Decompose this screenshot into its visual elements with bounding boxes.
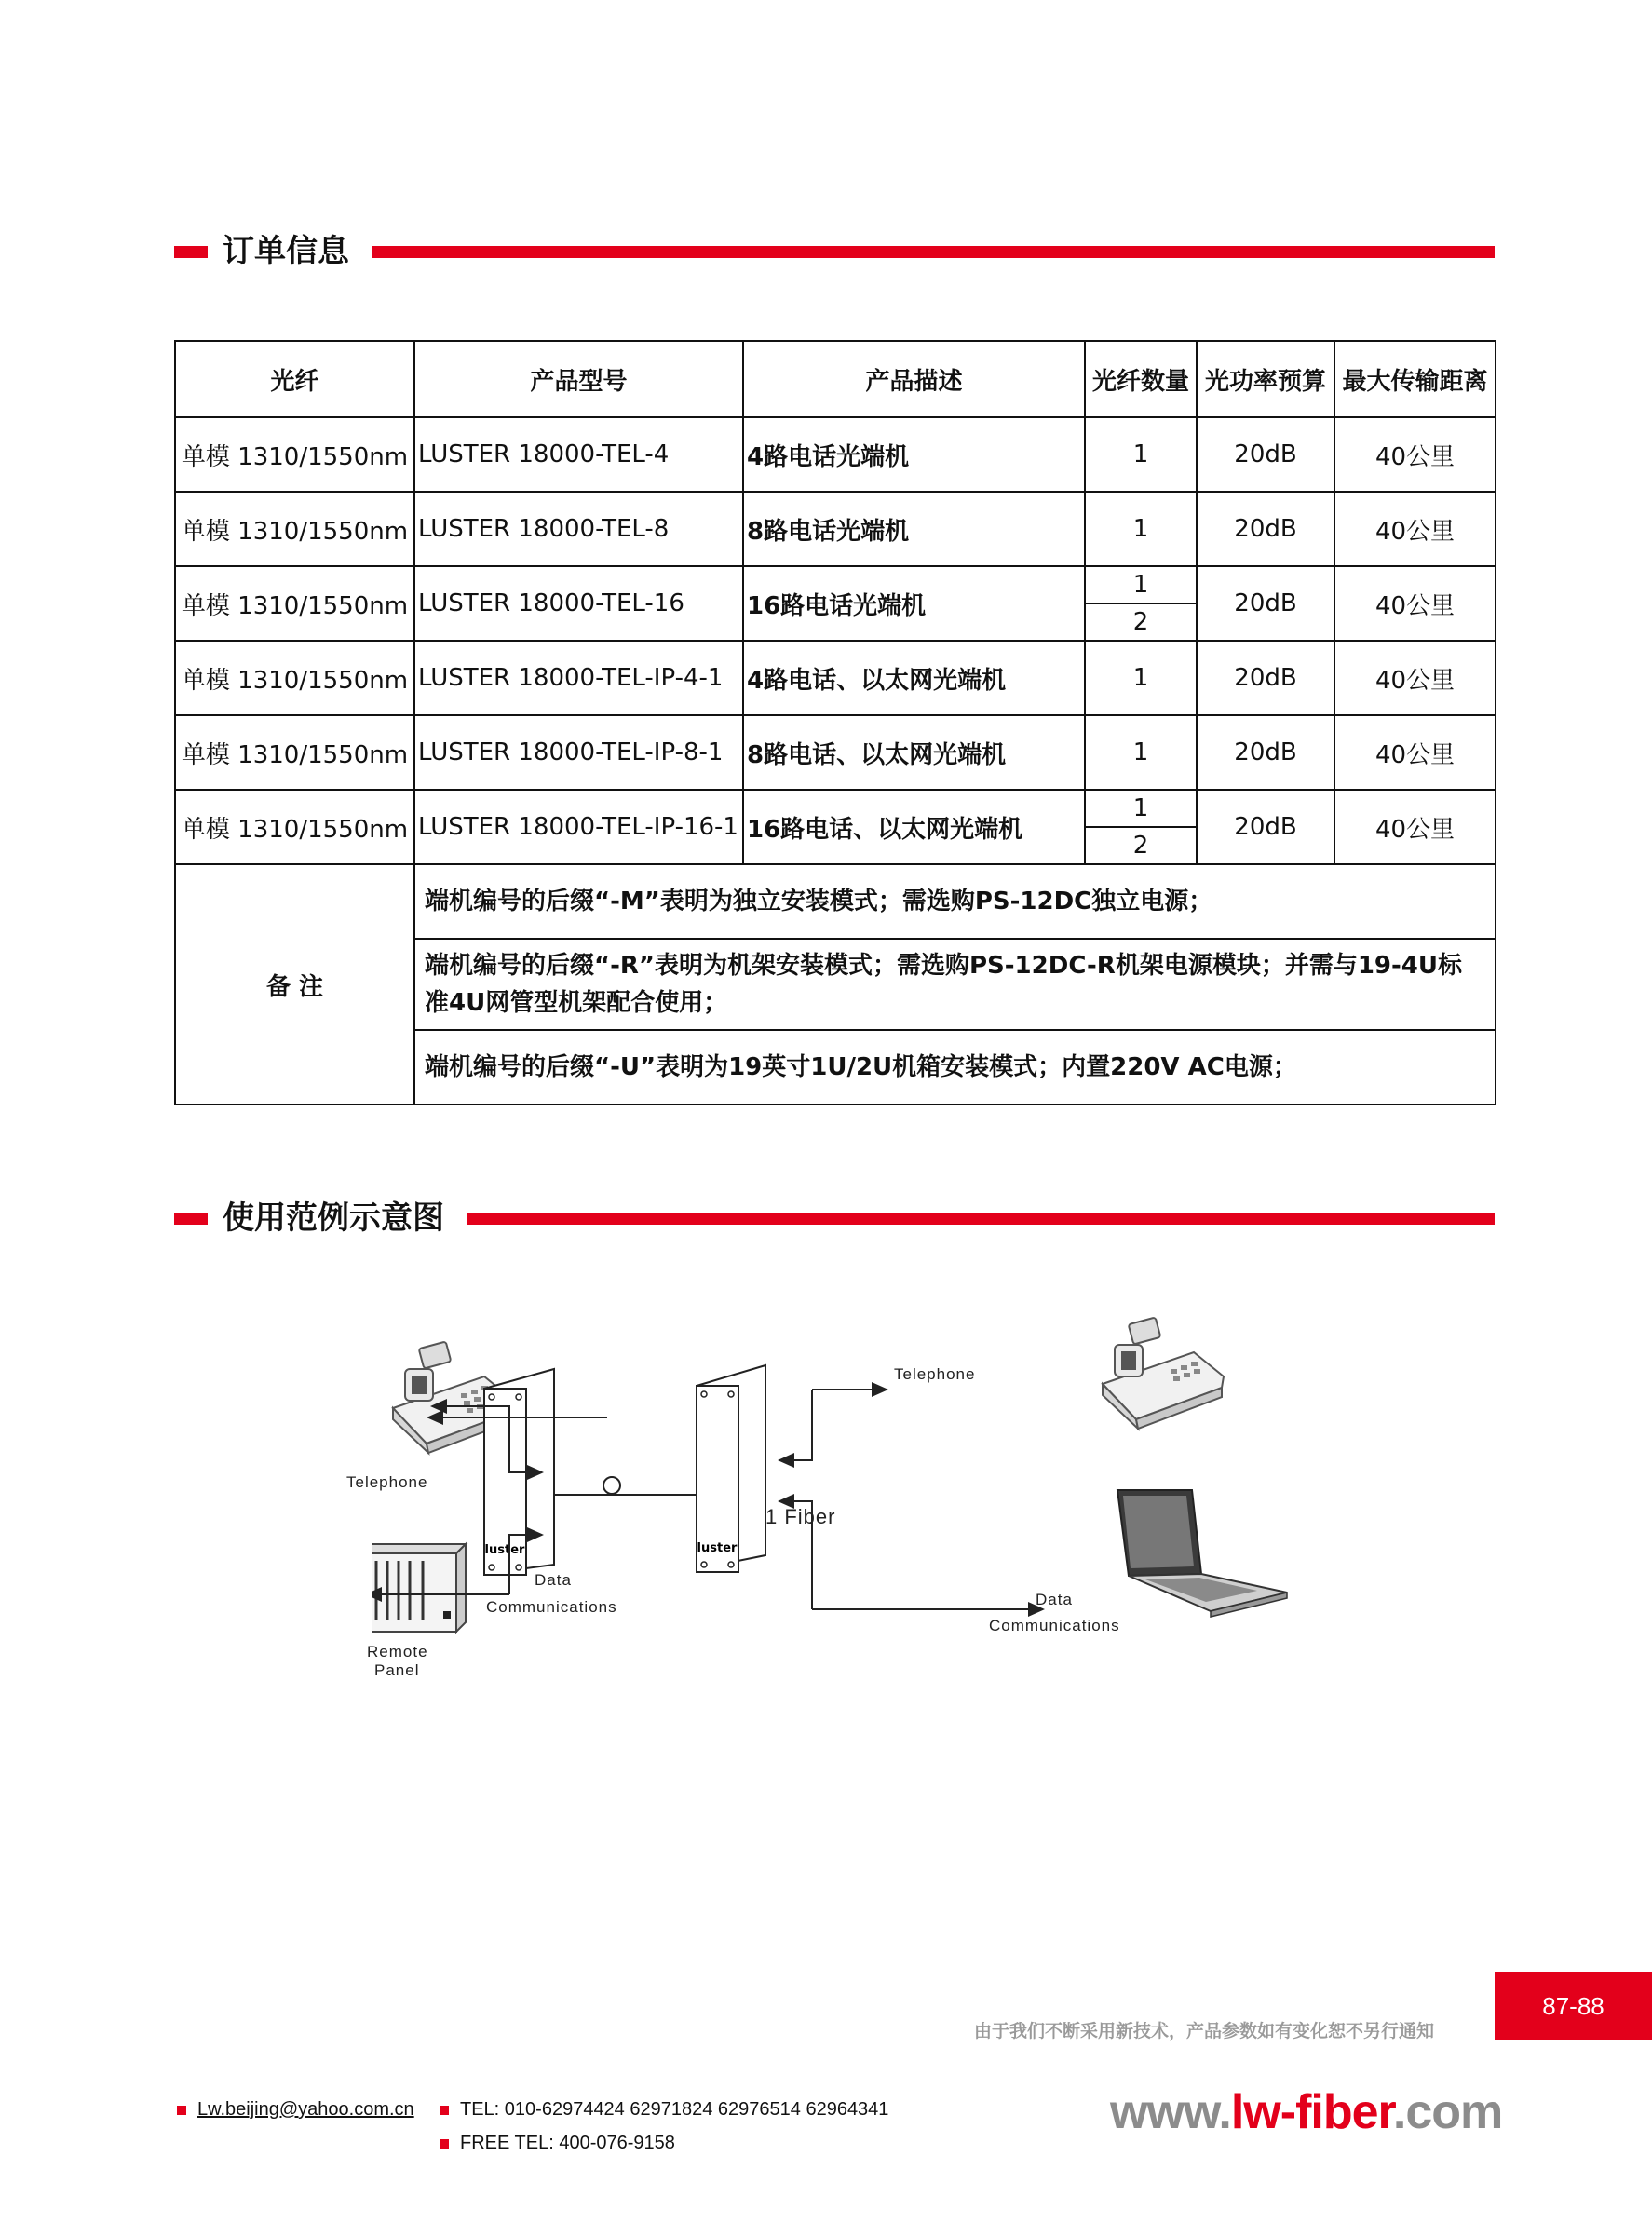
email-link[interactable]: Lw.beijing@yahoo.com.cn (197, 2099, 414, 2120)
contact-email (177, 2099, 414, 2121)
contact-free-tel (440, 2133, 675, 2154)
cell-distance: 40公里 (1334, 417, 1496, 492)
contact-tel (440, 2099, 888, 2121)
cell-description: 4路电话光端机 (743, 417, 1085, 492)
cell-description: 16路电话光端机 (743, 566, 1085, 641)
cell-description: 16路电话、以太网光端机 (743, 790, 1085, 864)
free-tel-text: FREE TEL: 400-076-9158 (460, 2133, 675, 2153)
cell-model: LUSTER 18000-TEL-IP-8-1 (414, 715, 743, 790)
header-fiber-count: 光纤数量 (1085, 341, 1197, 417)
cell-count: 1 (1085, 641, 1197, 715)
table-row (175, 790, 1496, 827)
section-bar-left (174, 1213, 208, 1225)
header-max-distance: 最大传输距离 (1334, 341, 1496, 417)
cell-description: 8路电话光端机 (743, 492, 1085, 566)
cell-distance: 40公里 (1334, 566, 1496, 641)
cell-budget: 20dB (1197, 417, 1334, 492)
cell-count: 1 (1085, 715, 1197, 790)
fiber-link (554, 1477, 697, 1495)
cell-description: 8路电话、以太网光端机 (743, 715, 1085, 790)
cell-count: 1 (1085, 566, 1197, 603)
cell-budget: 20dB (1197, 790, 1334, 864)
order-info-title: 订单信息 (223, 233, 349, 270)
cell-budget: 20dB (1197, 566, 1334, 641)
cell-fiber: 单模 1310/1550nm (175, 417, 414, 492)
section-rule (372, 246, 1495, 258)
cell-fiber: 单模 1310/1550nm (175, 715, 414, 790)
cell-fiber: 单模 1310/1550nm (175, 641, 414, 715)
section-bar-left (174, 246, 208, 258)
header-description: 产品描述 (743, 341, 1085, 417)
label-communications-left: Communications (486, 1598, 617, 1616)
remark-label: 备 注 (175, 864, 414, 1105)
table-header-row (175, 341, 1496, 417)
cell-count: 1 (1085, 417, 1197, 492)
table-row (175, 417, 1496, 492)
usage-diagram (346, 1304, 1304, 1695)
table-row (175, 641, 1496, 715)
cell-fiber: 单模 1310/1550nm (175, 492, 414, 566)
website-logo[interactable] (1110, 2084, 1502, 2140)
label-fiber: 1 Fiber (765, 1505, 836, 1528)
table-row (175, 715, 1496, 790)
site-main: lw-fiber (1230, 2085, 1393, 2139)
laptop-icon (1117, 1490, 1287, 1617)
cell-distance: 40公里 (1334, 641, 1496, 715)
table-row (175, 492, 1496, 566)
diagram-header (174, 1200, 1495, 1237)
label-remote: Remote (367, 1643, 428, 1661)
disclaimer: 由于我们不断采用新技术，产品参数如有变化恕不另行通知 (974, 2021, 1435, 2041)
cell-model: LUSTER 18000-TEL-8 (414, 492, 743, 566)
cell-model: LUSTER 18000-TEL-16 (414, 566, 743, 641)
diagram-title: 使用范例示意图 (223, 1200, 444, 1237)
label-panel: Panel (374, 1661, 420, 1679)
note-u: 端机编号的后缀“-U”表明为19英寸1U/2U机箱安装模式；内置220V AC电源； (414, 1030, 1496, 1105)
header-model: 产品型号 (414, 341, 743, 417)
bullet-icon (440, 2106, 449, 2115)
brand-right: luster (697, 1541, 738, 1555)
cell-fiber: 单模 1310/1550nm (175, 566, 414, 641)
table-row (175, 566, 1496, 603)
cell-count: 1 (1085, 790, 1197, 827)
cell-description: 4路电话、以太网光端机 (743, 641, 1085, 715)
cell-model: LUSTER 18000-TEL-IP-4-1 (414, 641, 743, 715)
cell-budget: 20dB (1197, 715, 1334, 790)
brand-left: luster (484, 1543, 525, 1557)
site-prefix: www. (1110, 2085, 1231, 2139)
bullet-icon (440, 2139, 449, 2149)
site-suffix: .com (1392, 2085, 1503, 2139)
label-data-right: Data (1036, 1591, 1073, 1608)
cell-model: LUSTER 18000-TEL-4 (414, 417, 743, 492)
cell-distance: 40公里 (1334, 715, 1496, 790)
bullet-icon (177, 2106, 186, 2115)
note-m: 端机编号的后缀“-M”表明为独立安装模式；需选购PS-12DC独立电源； (414, 864, 1496, 939)
section-rule (467, 1213, 1495, 1225)
remote-panel-icon (372, 1544, 466, 1632)
page-number: 87-88 (1495, 1972, 1652, 2040)
order-info-header (174, 233, 1495, 270)
header-fiber: 光纤 (175, 341, 414, 417)
cell-count-2: 2 (1085, 603, 1197, 641)
note-r: 端机编号的后缀“-R”表明为机架安装模式；需选购PS-12DC-R机架电源模块；并需与19-4U标准4U网管型机架配合使用； (414, 939, 1496, 1030)
cell-fiber: 单模 1310/1550nm (175, 790, 414, 864)
label-telephone-right: Telephone (894, 1365, 976, 1383)
cell-count-2: 2 (1085, 827, 1197, 864)
cell-budget: 20dB (1197, 641, 1334, 715)
diagram-graphics (372, 1304, 1304, 1695)
telephone-right-icon (1103, 1317, 1224, 1429)
cell-distance: 40公里 (1334, 492, 1496, 566)
label-data-left: Data (535, 1571, 572, 1589)
label-communications-right: Communications (989, 1617, 1120, 1634)
luster-card-right (697, 1365, 765, 1572)
order-table (174, 340, 1496, 1105)
header-power-budget: 光功率预算 (1197, 341, 1334, 417)
cell-budget: 20dB (1197, 492, 1334, 566)
remark-row (175, 864, 1496, 939)
cell-count: 1 (1085, 492, 1197, 566)
tel-text: TEL: 010-62974424 62971824 62976514 62964341 (460, 2099, 889, 2120)
cell-distance: 40公里 (1334, 790, 1496, 864)
label-telephone-left: Telephone (346, 1473, 428, 1491)
cell-model: LUSTER 18000-TEL-IP-16-1 (414, 790, 743, 864)
